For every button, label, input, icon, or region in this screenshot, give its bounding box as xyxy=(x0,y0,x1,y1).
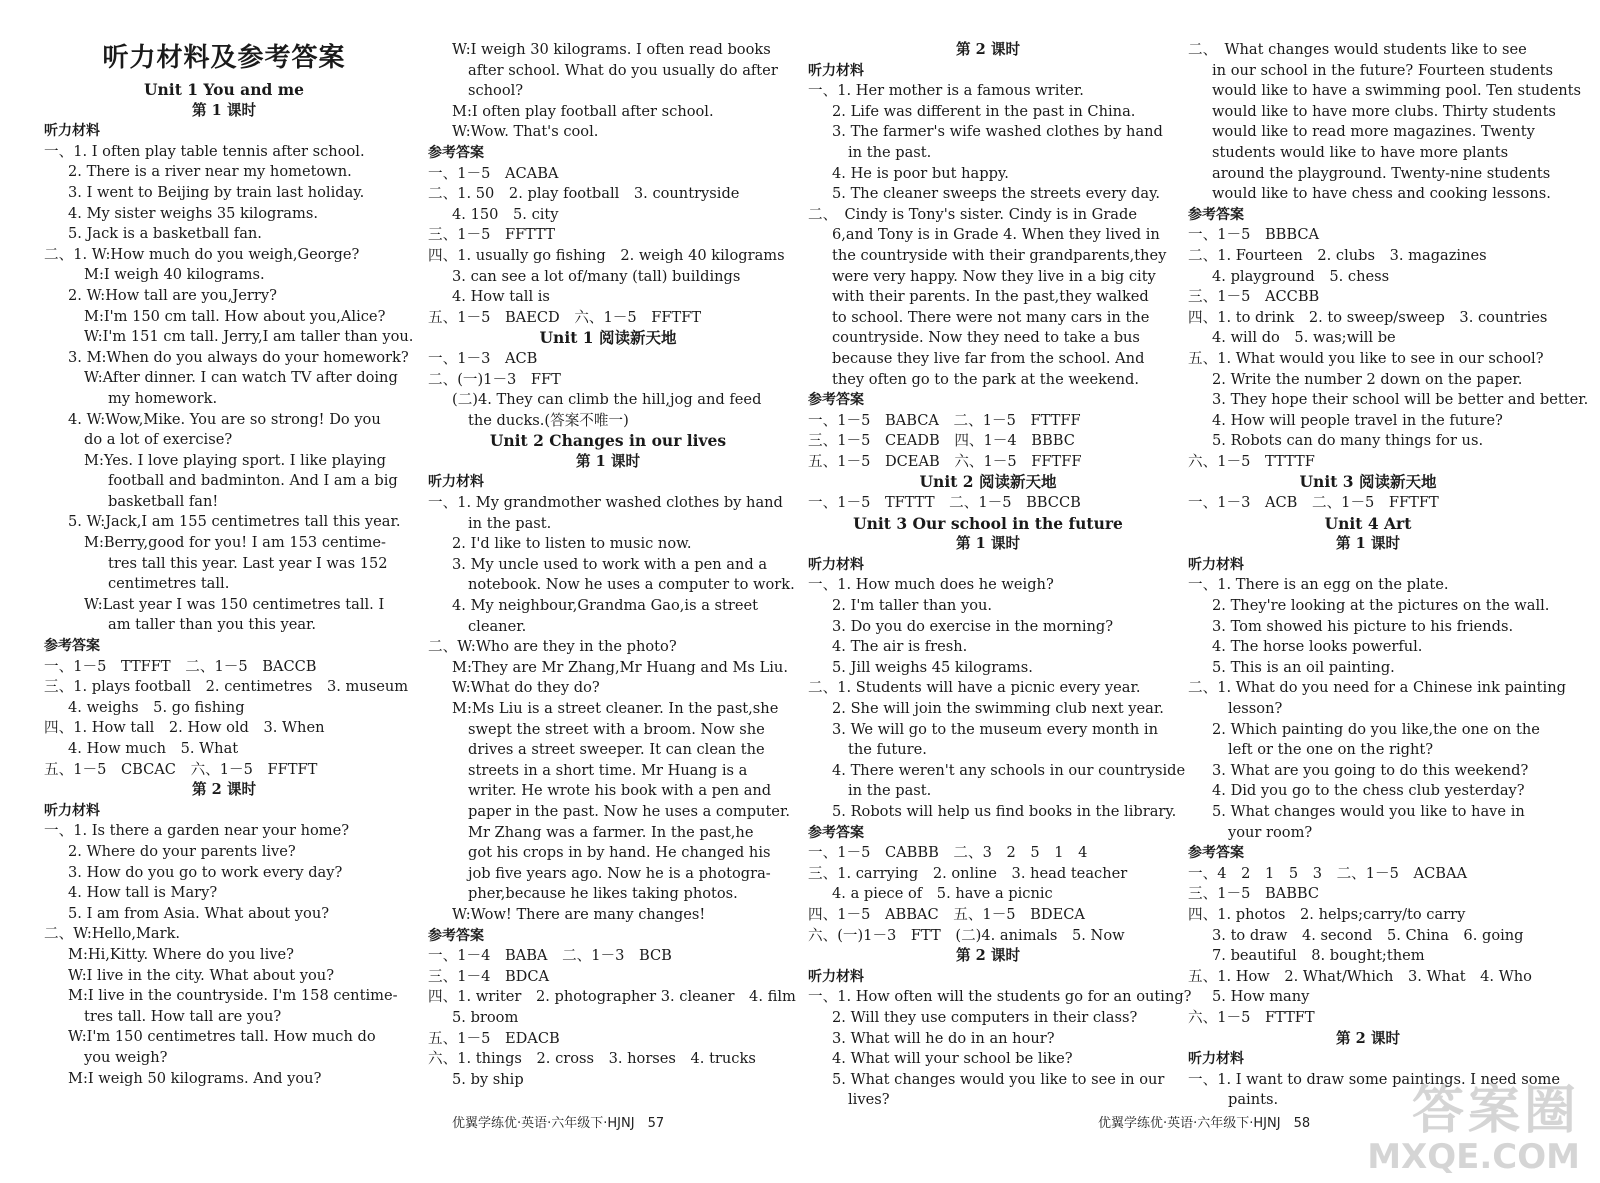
text-line: paints. xyxy=(1228,1091,1279,1109)
text-line: 五、1. How 2. What/Which 3. What 4. Who xyxy=(1188,967,1532,985)
text-line: 一、1. Is there a garden near your home? xyxy=(44,822,350,840)
section-label: 参考答案 xyxy=(44,638,100,655)
text-line: because they live far from the school. And xyxy=(832,349,1145,367)
lesson-heading: 第 1 课时 xyxy=(1335,535,1401,553)
text-line: 4. How tall is xyxy=(452,288,550,306)
text-line: would like to have a swimming pool. Ten students xyxy=(1212,82,1582,100)
text-line: 一、1. There is an egg on the plate. xyxy=(1188,576,1449,594)
text-line: 4. My neighbour,Grandma Gao,is a street xyxy=(452,597,759,615)
text-line: 2. They're looking at the pictures on the wall. xyxy=(1212,597,1550,615)
text-line: 5. by ship xyxy=(452,1070,524,1088)
text-line: the ducks.(答案不唯一) xyxy=(468,411,629,429)
text-line: tres tall this year. Last year I was 152 xyxy=(108,554,388,572)
text-line: in our school in the future? Fourteen students xyxy=(1212,61,1553,79)
text-line: M:I'm 150 cm tall. How about you,Alice? xyxy=(84,307,386,325)
lesson-heading: 第 2 课时 xyxy=(191,781,257,799)
text-line: W:What do they do? xyxy=(452,679,600,697)
text-line: they often go to the park at the weekend. xyxy=(832,370,1139,388)
text-line: 六、1－5 FTTFT xyxy=(1188,1008,1315,1026)
text-line: 四、1. writer 2. photographer 3. cleaner 4. film xyxy=(428,988,796,1006)
lesson-heading: 第 2 课时 xyxy=(955,947,1021,965)
lesson-heading: 第 1 课时 xyxy=(191,101,257,119)
text-line: 2. Write the number 2 down on the paper. xyxy=(1212,370,1523,388)
text-line: 三、1－5 FFTTT xyxy=(428,226,555,244)
unit-heading: Unit 1 阅读新天地 xyxy=(539,328,677,348)
unit-heading: Unit 1 You and me xyxy=(144,80,304,99)
text-line: 六、(一)1－3 FTT (二)4. animals 5. Now xyxy=(808,926,1125,944)
text-line: were very happy. Now they live in a big city xyxy=(832,267,1156,285)
text-line: 5. Jack is a basketball fan. xyxy=(68,225,262,243)
section-label: 参考答案 xyxy=(808,824,864,841)
text-line: 4. weighs 5. go fishing xyxy=(68,698,245,716)
text-line: 一、1－5 TFTTT 二、1－5 BBCCB xyxy=(808,494,1081,512)
text-line: 4. There weren't any schools in our countryside xyxy=(832,761,1186,779)
text-line: 二、W:Who are they in the photo? xyxy=(428,638,677,656)
text-line: to school. There were not many cars in the xyxy=(832,308,1150,326)
text-line: M:Yes. I love playing sport. I like playing xyxy=(84,451,386,469)
text-line: 一、1－3 ACB xyxy=(428,349,538,367)
unit-heading: Unit 4 Art xyxy=(1324,513,1412,533)
text-line: 一、1－5 ACABA xyxy=(428,164,559,182)
text-line: 2. Where do your parents live? xyxy=(68,842,296,860)
text-line: W:Wow! There are many changes! xyxy=(452,905,706,923)
text-line: 2. Life was different in the past in China. xyxy=(832,102,1136,120)
text-line: 3. Do you do exercise in the morning? xyxy=(832,617,1114,635)
section-label: 听力材料 xyxy=(808,62,864,79)
text-line: 三、1. plays football 2. centimetres 3. museum xyxy=(44,678,409,696)
text-line: Mr Zhang was a farmer. In the past,he xyxy=(468,823,754,841)
section-label: 听力材料 xyxy=(44,123,100,140)
text-line: writer. He wrote his book with a pen and xyxy=(468,782,772,800)
text-line: M:Berry,good for you! I am 153 centime- xyxy=(84,534,386,552)
text-line: football and badminton. And I am a big xyxy=(108,472,398,490)
text-line: in the past. xyxy=(468,514,552,532)
lesson-heading: 第 1 课时 xyxy=(575,452,641,470)
text-line: 3. can see a lot of/many (tall) buildings xyxy=(452,267,741,285)
text-line: you weigh? xyxy=(84,1048,168,1066)
text-line: 五、1－5 CBCAC 六、1－5 FFTFT xyxy=(44,760,318,778)
text-line: after school. What do you usually do after xyxy=(468,61,778,79)
text-line: 4. a piece of 5. have a picnic xyxy=(832,885,1053,903)
text-line: W:I weigh 30 kilograms. I often read books xyxy=(452,41,771,58)
lesson-heading: 第 2 课时 xyxy=(955,41,1021,58)
section-label: 听力材料 xyxy=(44,802,100,819)
text-line: W:Wow. That's cool. xyxy=(452,123,599,141)
unit-heading: Unit 2 阅读新天地 xyxy=(919,472,1057,492)
text-line: basketball fan! xyxy=(108,492,219,510)
text-line: in the past. xyxy=(848,143,932,161)
text-line: 二、 Cindy is Tony's sister. Cindy is in Grade xyxy=(808,205,1137,223)
text-line: 3. I went to Beijing by train last holiday. xyxy=(68,183,365,201)
text-line: W:I'm 150 centimetres tall. How much do xyxy=(68,1028,376,1046)
text-line: cleaner. xyxy=(468,617,527,635)
text-line: 4. My sister weighs 35 kilograms. xyxy=(68,204,318,222)
footer-page-57: 优翼学练优·英语·六年级下·HJNJ 57 xyxy=(452,1116,665,1131)
text-line: 2. Will they use computers in their class? xyxy=(832,1008,1138,1026)
text-line: M:I live in the countryside. I'm 158 centime- xyxy=(68,987,398,1005)
text-line: 5. What changes would you like to see in our xyxy=(832,1070,1165,1088)
text-line: 4. He is poor but happy. xyxy=(832,164,1009,182)
text-line: W:I'm 151 cm tall. Jerry,I am taller than you. xyxy=(84,328,414,346)
text-line: 5. This is an oil painting. xyxy=(1212,658,1395,676)
text-line: 5. I am from Asia. What about you? xyxy=(68,904,330,922)
text-line: would like to have chess and cooking lessons. xyxy=(1212,185,1551,203)
text-line: 4. How will people travel in the future? xyxy=(1212,411,1503,429)
text-line: around the playground. Twenty-nine students xyxy=(1212,164,1551,182)
text-line: countryside. Now they need to take a bus xyxy=(832,329,1140,347)
text-line: 三、1－5 ACCBB xyxy=(1188,288,1320,306)
text-line: 2. There is a river near my hometown. xyxy=(68,163,352,181)
text-line: 2. I'm taller than you. xyxy=(832,597,993,615)
text-line: drives a street sweeper. It can clean the xyxy=(468,741,765,759)
lesson-heading: 第 1 课时 xyxy=(955,535,1021,553)
text-line: 4. will do 5. was;will be xyxy=(1212,329,1396,347)
section-label: 听力材料 xyxy=(428,474,484,491)
text-line: 4. The horse looks powerful. xyxy=(1212,638,1423,656)
text-line: 一、1. My grandmother washed clothes by hand xyxy=(428,494,783,512)
text-line: the countryside with their grandparents,they xyxy=(832,246,1167,264)
text-line: W:I live in the city. What about you? xyxy=(68,966,335,984)
text-line: 4. playground 5. chess xyxy=(1212,267,1390,285)
text-line: 三、1－4 BDCA xyxy=(428,967,550,985)
text-line: left or the one on the right? xyxy=(1228,741,1434,759)
watermark-logo xyxy=(1367,1083,1580,1175)
text-line: 3. What are you going to do this weekend? xyxy=(1212,761,1529,779)
text-line: 4. What will your school be like? xyxy=(832,1050,1073,1068)
text-line: with their parents. In the past,they walked xyxy=(832,288,1149,306)
text-line: 四、1－5 ABBAC 五、1－5 BDECA xyxy=(808,905,1085,923)
text-line: 5. How many xyxy=(1212,988,1310,1006)
text-line: 五、1. What would you like to see in our school? xyxy=(1188,349,1544,367)
text-line: 一、1－3 ACB 二、1－5 FFTFT xyxy=(1188,494,1439,512)
text-line: W:Last year I was 150 centimetres tall. I xyxy=(84,595,385,613)
text-line: school? xyxy=(468,82,524,100)
text-line: (二)4. They can climb the hill,jog and feed xyxy=(452,391,762,409)
text-line: 2. W:How tall are you,Jerry? xyxy=(68,286,277,304)
text-line: 6,and Tony is in Grade 4. When they lived in xyxy=(832,226,1160,244)
text-line: 三、1. carrying 2. online 3. head teacher xyxy=(808,864,1128,882)
text-line: 一、1. How much does he weigh? xyxy=(808,576,1054,594)
text-line: 二、1. Fourteen 2. clubs 3. magazines xyxy=(1188,246,1487,264)
text-line: got his crops in by hand. He changed his xyxy=(468,844,771,862)
text-line: 二、1. W:How much do you weigh,George? xyxy=(44,245,360,263)
text-line: 4. The air is fresh. xyxy=(832,638,968,656)
text-line: M:I weigh 40 kilograms. xyxy=(84,266,265,284)
text-line: 7. beautiful 8. bought;them xyxy=(1212,947,1425,965)
text-line: your room? xyxy=(1228,823,1313,841)
column-3 xyxy=(808,40,1192,1111)
text-line: 一、4 2 1 5 3 二、1－5 ACBAA xyxy=(1188,864,1468,882)
text-line: lesson? xyxy=(1228,700,1283,717)
text-line: 5. Jill weighs 45 kilograms. xyxy=(832,658,1033,676)
text-line: would like to read more magazines. Twenty xyxy=(1212,123,1535,141)
text-line: 5. Robots can do many things for us. xyxy=(1212,432,1484,450)
text-line: 一、1－5 TTFFT 二、1－5 BACCB xyxy=(44,657,317,675)
text-line: 五、1－5 BAECD 六、1－5 FFTFT xyxy=(428,308,702,326)
text-line: 二、1. 50 2. play football 3. countryside xyxy=(428,185,740,203)
text-line: 一、1. How often will the students go for an outing? xyxy=(808,988,1192,1006)
text-line: 3. Tom showed his picture to his friends. xyxy=(1212,617,1514,635)
text-line: 4. How tall is Mary? xyxy=(68,884,218,902)
text-line: would like to have more clubs. Thirty students xyxy=(1212,102,1556,120)
text-line: 四、1. How tall 2. How old 3. When xyxy=(44,719,325,737)
text-line: 一、1－5 CABBB 二、3 2 5 1 4 xyxy=(808,844,1088,862)
text-line: 3. M:When do you always do your homework? xyxy=(68,348,409,366)
text-line: 3. What will he do in an hour? xyxy=(832,1029,1055,1047)
text-line: paper in the past. Now he uses a computer. xyxy=(468,802,790,820)
text-line: 一、1. I want to draw some paintings. I need some xyxy=(1188,1070,1561,1088)
footer-page-58: 优翼学练优·英语·六年级下·HJNJ 58 xyxy=(1098,1116,1311,1131)
text-line: swept the street with a broom. Now she xyxy=(468,720,765,738)
text-line: W:After dinner. I can watch TV after doing xyxy=(84,369,398,387)
column-1 xyxy=(44,40,414,1089)
section-label: 听力材料 xyxy=(808,556,864,573)
section-label: 听力材料 xyxy=(1188,556,1244,573)
text-line: 五、1－5 EDACB xyxy=(428,1029,560,1047)
text-line: 4. W:Wow,Mike. You are so strong! Do you xyxy=(68,410,381,428)
text-line: 5. W:Jack,I am 155 centimetres tall this year. xyxy=(68,513,401,531)
text-line: 三、1－5 CEADB 四、1－4 BBBC xyxy=(808,432,1075,450)
text-line: 4. Did you go to the chess club yesterday? xyxy=(1212,782,1525,800)
text-line: 2. She will join the swimming club next year. xyxy=(832,700,1164,717)
text-line: 5. What changes would you like to have in xyxy=(1212,802,1525,820)
text-line: 二、1. What do you need for a Chinese ink painting xyxy=(1188,679,1566,697)
text-line: 二、W:Hello,Mark. xyxy=(44,925,181,943)
text-line: 一、1－5 BABCA 二、1－5 FTTFF xyxy=(808,411,1081,429)
text-line: M:Ms Liu is a street cleaner. In the past,she xyxy=(452,700,779,717)
text-line: 2. I'd like to listen to music now. xyxy=(452,535,692,553)
watermark-cn: 答案圈 xyxy=(1411,1081,1580,1141)
text-line: tres tall. How tall are you? xyxy=(84,1007,282,1025)
text-line: my homework. xyxy=(108,389,218,407)
watermark-en: MXQE.COM xyxy=(1367,1137,1580,1177)
text-line: 3. The farmer's wife washed clothes by hand xyxy=(832,123,1163,141)
text-line: 一、1. I often play table tennis after school. xyxy=(44,142,365,160)
text-line: 3. to draw 4. second 5. China 6. going xyxy=(1212,926,1524,944)
unit-heading: Unit 3 阅读新天地 xyxy=(1299,472,1437,492)
text-line: 4. 150 5. city xyxy=(452,205,559,223)
text-line: do a lot of exercise? xyxy=(84,431,233,449)
text-line: 三、1－5 BABBC xyxy=(1188,885,1320,903)
text-line: M:They are Mr Zhang,Mr Huang and Ms Liu. xyxy=(452,658,788,676)
text-line: 5. Robots will help us find books in the library. xyxy=(832,802,1177,820)
text-line: job five years ago. Now he is a photogra- xyxy=(468,864,771,882)
text-line: streets in a short time. Mr Huang is a xyxy=(468,761,748,779)
text-line: 四、1. photos 2. helps;carry/to carry xyxy=(1188,905,1466,923)
text-line: 二、1. Students will have a picnic every year. xyxy=(808,679,1141,697)
text-line: M:Hi,Kitty. Where do you live? xyxy=(68,945,294,963)
section-label: 参考答案 xyxy=(808,392,864,409)
text-line: 二、 What changes would students like to see xyxy=(1188,41,1527,58)
page-title: 听力材料及参考答案 xyxy=(102,43,346,73)
text-line: 3. How do you go to work every day? xyxy=(68,863,343,881)
text-line: 五、1－5 DCEAB 六、1－5 FFTFF xyxy=(808,452,1082,470)
text-line: 四、1. to drink 2. to sweep/sweep 3. countries xyxy=(1188,308,1548,326)
text-line: 2. Which painting do you like,the one on the xyxy=(1212,720,1540,738)
section-label: 参考答案 xyxy=(1188,206,1244,223)
section-label: 参考答案 xyxy=(428,927,484,944)
text-line: 四、1. usually go fishing 2. weigh 40 kilograms xyxy=(428,246,785,264)
text-line: 3. They hope their school will be better and better. xyxy=(1212,391,1589,409)
text-line: 5. broom xyxy=(452,1008,519,1026)
section-label: 参考答案 xyxy=(1188,845,1244,862)
text-line: 一、1－5 BBBCA xyxy=(1188,226,1320,244)
text-line: 一、1－4 BABA 二、1－3 BCB xyxy=(428,947,672,965)
text-line: notebook. Now he uses a computer to work. xyxy=(468,576,795,594)
column-2 xyxy=(428,40,796,1090)
text-line: 六、1. things 2. cross 3. horses 4. trucks xyxy=(428,1050,756,1068)
section-label: 听力材料 xyxy=(808,968,864,985)
unit-heading: Unit 2 Changes in our lives xyxy=(489,431,727,451)
text-line: 5. The cleaner sweeps the streets every day. xyxy=(832,185,1161,203)
text-line: centimetres tall. xyxy=(108,575,230,593)
unit-heading: Unit 3 Our school in the future xyxy=(853,513,1123,533)
text-line: 3. My uncle used to work with a pen and a xyxy=(452,555,768,573)
text-line: 3. We will go to the museum every month in xyxy=(832,720,1158,738)
text-line: 4. How much 5. What xyxy=(68,740,239,757)
text-line: M:I often play football after school. xyxy=(452,102,714,120)
section-label: 参考答案 xyxy=(428,144,484,161)
lesson-heading: 第 2 课时 xyxy=(1335,1029,1401,1047)
section-label: 听力材料 xyxy=(1188,1051,1244,1068)
text-line: 一、1. Her mother is a famous writer. xyxy=(808,82,1084,100)
text-line: the future. xyxy=(848,741,927,759)
text-line: students would like to have more plants xyxy=(1212,143,1509,161)
text-line: am taller than you this year. xyxy=(108,616,317,634)
text-line: pher,because he likes taking photos. xyxy=(468,885,738,903)
text-line: lives? xyxy=(848,1091,890,1109)
text-line: in the past. xyxy=(848,782,932,800)
text-line: M:I weigh 50 kilograms. And you? xyxy=(68,1069,322,1087)
text-line: 二、(一)1－3 FFT xyxy=(428,370,561,388)
text-line: 六、1－5 TTTTF xyxy=(1188,452,1315,470)
